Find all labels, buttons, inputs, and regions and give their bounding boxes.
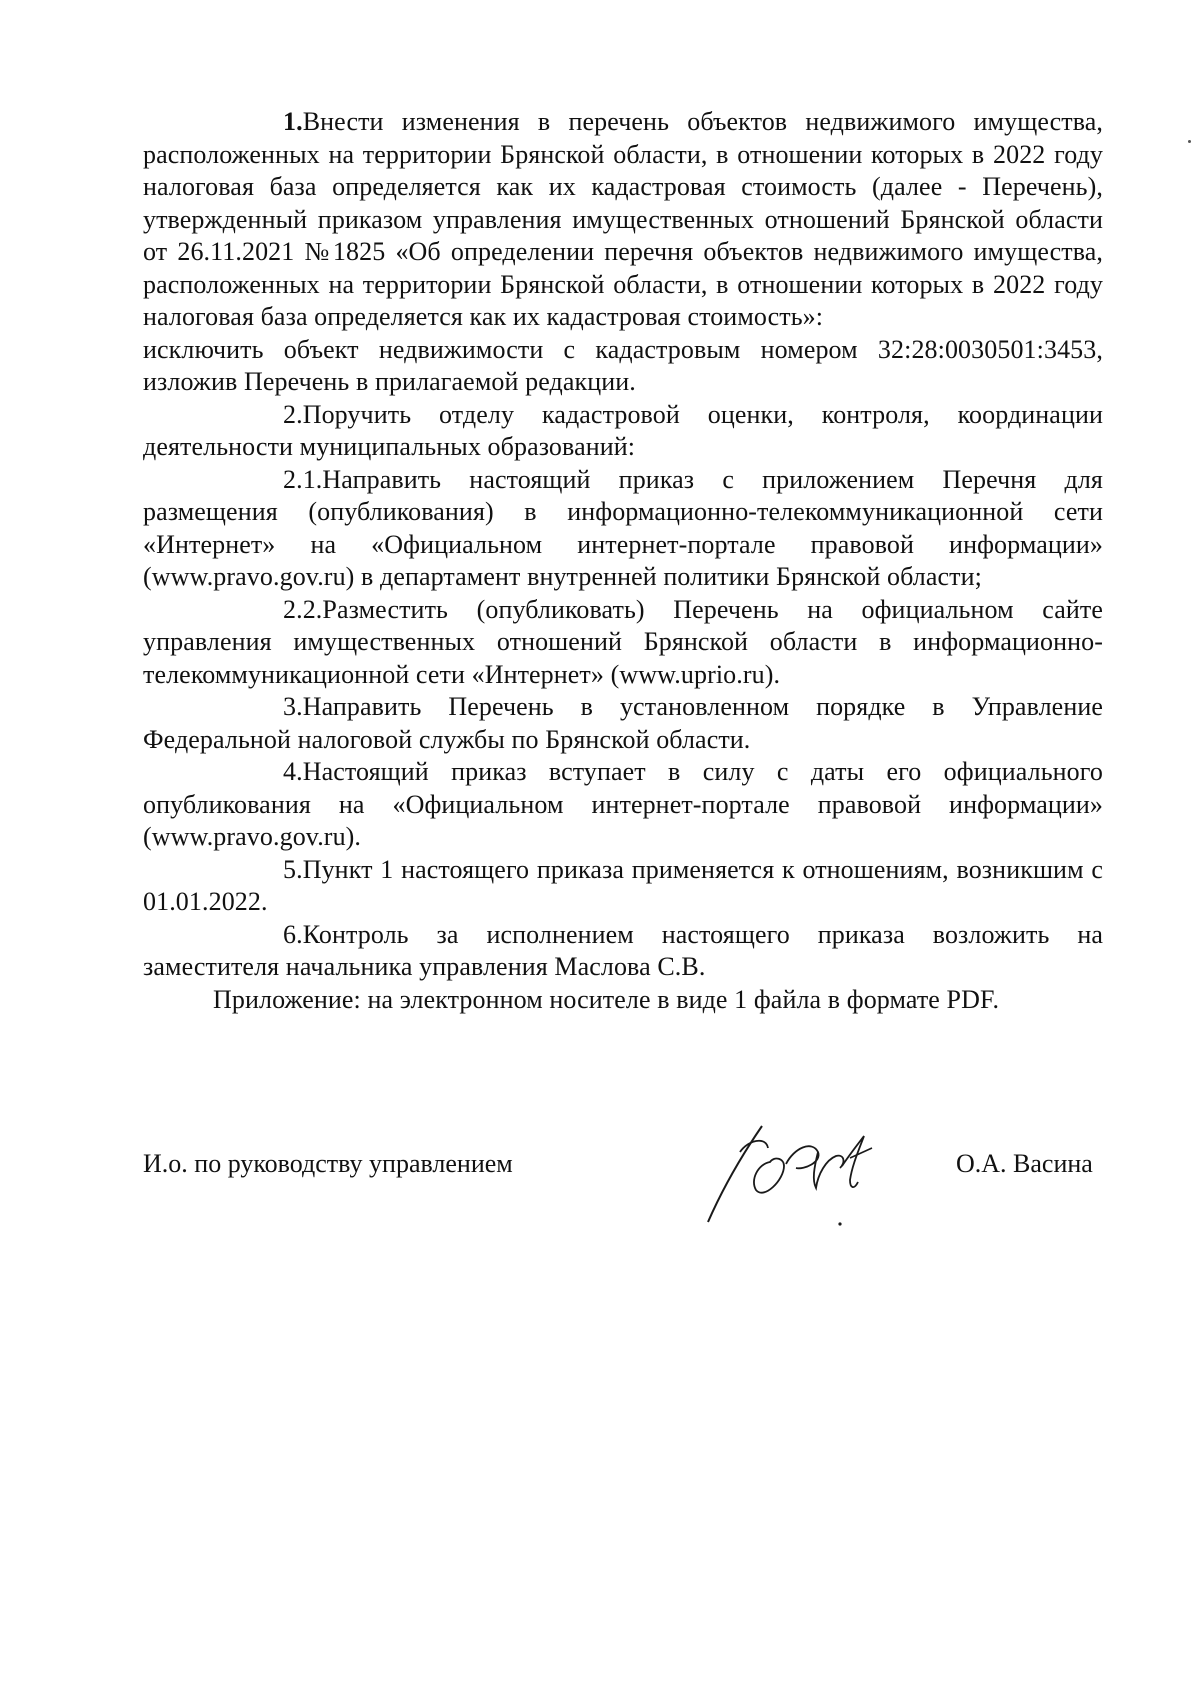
paragraph-number: 3.: [283, 692, 303, 721]
paragraph-number: 6.: [283, 919, 303, 949]
paragraph-number: 2.: [283, 399, 303, 429]
paragraph-text: исключить объект недвижимости с кадастровым номером 32:28:0030501:3453, изложив Перечень в прилагаемой редакции.: [143, 334, 1103, 396]
signatory-name: О.А. Васина: [956, 1149, 1093, 1178]
handwritten-signature: [700, 1118, 890, 1228]
paragraph-number: 2.2.: [283, 594, 323, 624]
paragraph-number: 4.: [283, 757, 303, 786]
paragraph-3: [143, 691, 1103, 756]
paragraph-4: [143, 756, 1103, 854]
document-body: [143, 106, 1103, 1016]
paragraph-6: [143, 919, 1103, 984]
paragraph-number: 1.: [283, 107, 303, 136]
paragraph-number: 5.: [283, 854, 303, 884]
paragraph-text: Направить Перечень в установленном порядке в Управление Федеральной налоговой службы по Брянской области.: [143, 692, 1103, 754]
paragraph-text: Внести изменения в перечень объектов недвижимого имущества, расположенных на территории Брянской области, в отношении которых в 2022 году налоговая база определяется как их кадастровая стоимость (далее - Перечень), утвержденный приказом управления имущественных отношений Брянской области от 26.11.2021 №1825 «Об определении перечня объектов недвижимого имущества, расположенных на территории Брянской области, в отношении которых в 2022 году налоговая база определяется как их кадастровая стоимость»:: [143, 107, 1103, 331]
attachment-note: Приложение: на электронном носителе в виде 1 файла в формате PDF.: [213, 984, 1000, 1014]
paragraph-2: [143, 399, 1103, 464]
paragraph-text: Пункт 1 настоящего приказа применяется к отношениям, возникшим с 01.01.2022.: [143, 854, 1103, 916]
paragraph-text: Контроль за исполнением настоящего приказа возложить на заместителя начальника управления Маслова С.В.: [143, 919, 1103, 981]
scan-artifact: [1188, 140, 1191, 143]
paragraph-1: [143, 106, 1103, 334]
paragraph-text: Направить настоящий приказ с приложением Перечня для размещения (опубликования) в информационно-телекоммуникационной сети «Интернет» на «Официальном интернет-портале правовой информации» (www.pravo.gov.ru) в департамент внутренней политики Брянской области;: [143, 464, 1103, 591]
paragraph-text: Настоящий приказ вступает в силу с даты его официального опубликования на «Официальном интернет-портале правовой информации» (www.pravo.gov.ru).: [143, 757, 1103, 851]
paragraph-2-2: [143, 594, 1103, 692]
paragraph-5: [143, 854, 1103, 919]
signatory-title: И.о. по руководству управлением: [143, 1149, 513, 1178]
paragraph-number: 2.1.: [283, 464, 323, 494]
paragraph-2-1: [143, 464, 1103, 594]
paragraph-text: Поручить отделу кадастровой оценки, контроля, координации деятельности муниципальных образований:: [143, 399, 1103, 461]
paragraph-1-clause: [143, 334, 1103, 399]
paragraph-text: Разместить (опубликовать) Перечень на официальном сайте управления имущественных отношений Брянской области в информационно-телекоммуникационной сети «Интернет» (www.uprio.ru).: [143, 594, 1103, 689]
